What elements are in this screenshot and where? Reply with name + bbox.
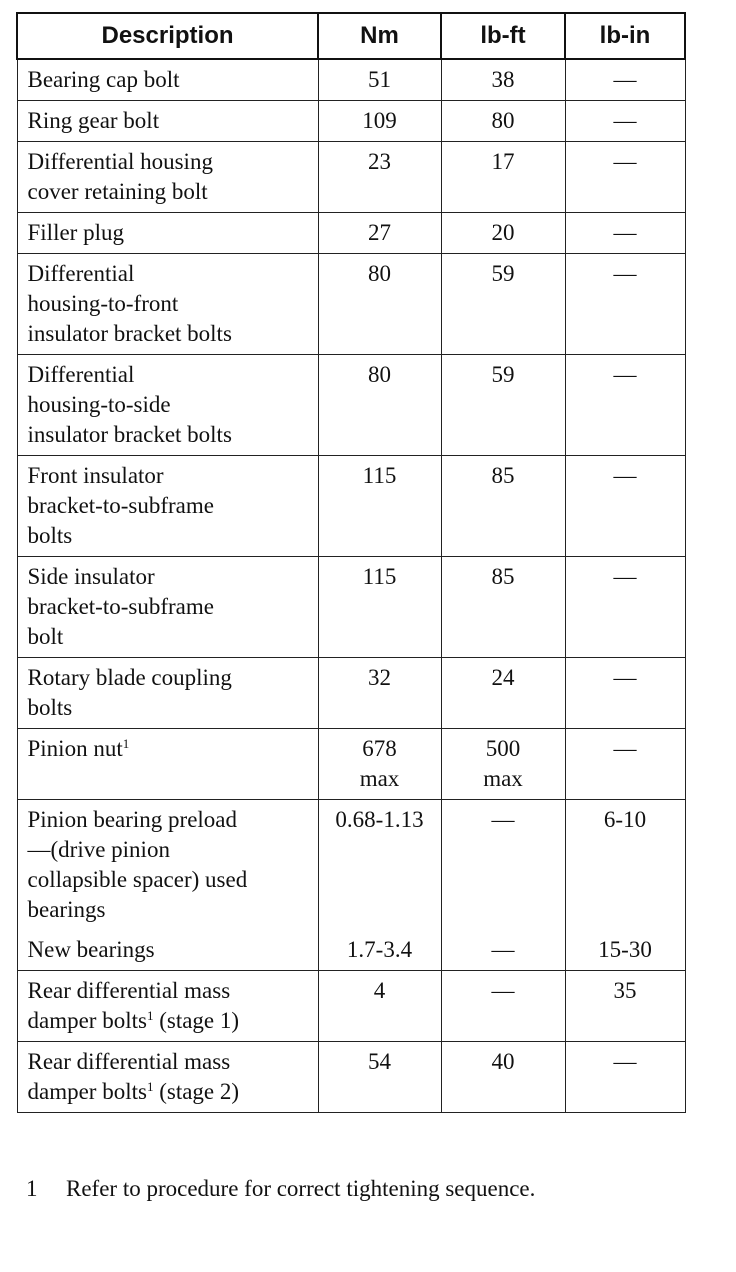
cell-nm: 4 — [318, 971, 441, 1042]
footnote-reference: 1 — [146, 1079, 154, 1094]
cell-nm: 0.68-1.13 — [318, 800, 441, 931]
table-row — [17, 142, 685, 213]
cell-nm: 1.7-3.4 — [318, 930, 441, 971]
cell-lb-in: 35 — [565, 971, 685, 1042]
cell-lb-ft: 85 — [441, 456, 565, 557]
description-text: Rear differential mass damper bolts — [27, 978, 231, 1033]
cell-lb-ft: — — [441, 800, 565, 931]
cell-lb-ft: — — [441, 930, 565, 971]
table-row — [17, 658, 685, 729]
table-row — [17, 729, 685, 800]
cell-lb-in: 6-10 — [565, 800, 685, 931]
cell-description: Front insulator bracket-to-subframe bolts — [17, 456, 318, 557]
cell-description: Rotary blade coupling bolts — [17, 658, 318, 729]
cell-nm: 54 — [318, 1042, 441, 1113]
cell-lb-in: — — [565, 213, 685, 254]
description-stage: (stage 2) — [153, 1079, 240, 1104]
cell-description: Side insulator bracket-to-subframe bolt — [17, 557, 318, 658]
cell-description: Differential housing-to-front insulator bracket bolts — [17, 254, 318, 355]
cell-lb-in: — — [565, 557, 685, 658]
cell-description: New bearings — [17, 930, 318, 971]
cell-description: Differential housing cover retaining bolt — [17, 142, 318, 213]
cell-nm: 32 — [318, 658, 441, 729]
cell-description — [17, 729, 318, 800]
cell-nm: 23 — [318, 142, 441, 213]
header-lb-ft: lb-ft — [441, 13, 565, 59]
cell-description — [17, 1042, 318, 1113]
cell-description: Bearing cap bolt — [17, 59, 318, 101]
description-text: Rear differential mass damper bolts — [27, 1049, 231, 1104]
cell-description: Filler plug — [17, 213, 318, 254]
header-description: Description — [17, 13, 318, 59]
cell-lb-in: — — [565, 658, 685, 729]
cell-nm: 115 — [318, 557, 441, 658]
table-row — [17, 101, 685, 142]
cell-lb-ft: 38 — [441, 59, 565, 101]
cell-nm: 80 — [318, 254, 441, 355]
cell-lb-ft: 80 — [441, 101, 565, 142]
cell-lb-ft: 59 — [441, 355, 565, 456]
table-row — [17, 971, 685, 1042]
cell-lb-in: 15-30 — [565, 930, 685, 971]
header-nm: Nm — [318, 13, 441, 59]
cell-description — [17, 971, 318, 1042]
cell-nm: 80 — [318, 355, 441, 456]
footnote-reference: 1 — [146, 1008, 154, 1023]
cell-lb-in: — — [565, 456, 685, 557]
cell-lb-in: — — [565, 1042, 685, 1113]
cell-nm: 109 — [318, 101, 441, 142]
cell-lb-ft: 59 — [441, 254, 565, 355]
cell-lb-ft: 85 — [441, 557, 565, 658]
cell-description: Ring gear bolt — [17, 101, 318, 142]
cell-nm: 51 — [318, 59, 441, 101]
header-row — [17, 13, 685, 59]
cell-nm: 678 max — [318, 729, 441, 800]
footnote-reference: 1 — [122, 736, 130, 751]
cell-lb-ft: 24 — [441, 658, 565, 729]
footnote-text: Refer to procedure for correct tightening sequence. — [66, 1176, 536, 1201]
table-row — [17, 930, 685, 971]
cell-lb-in: — — [565, 101, 685, 142]
cell-description: Pinion bearing preload —(drive pinion collapsible spacer) used bearings — [17, 800, 318, 931]
table-row — [17, 800, 685, 931]
table-row — [17, 557, 685, 658]
cell-lb-in: — — [565, 59, 685, 101]
cell-description: Differential housing-to-side insulator bracket bolts — [17, 355, 318, 456]
cell-lb-in: — — [565, 355, 685, 456]
description-text: Pinion nut — [27, 736, 123, 761]
table-row — [17, 254, 685, 355]
table-row — [17, 213, 685, 254]
cell-nm: 27 — [318, 213, 441, 254]
cell-lb-in: — — [565, 254, 685, 355]
header-lb-in: lb-in — [565, 13, 685, 59]
cell-lb-ft: 40 — [441, 1042, 565, 1113]
table-row — [17, 59, 685, 101]
torque-spec-table — [16, 12, 686, 1113]
footnote-mark: 1 — [26, 1176, 38, 1201]
table-row — [17, 355, 685, 456]
cell-lb-in: — — [565, 729, 685, 800]
cell-lb-ft: 500 max — [441, 729, 565, 800]
cell-lb-ft: 17 — [441, 142, 565, 213]
cell-nm: 115 — [318, 456, 441, 557]
cell-lb-in: — — [565, 142, 685, 213]
table-row — [17, 1042, 685, 1113]
cell-lb-ft: 20 — [441, 213, 565, 254]
table-row — [17, 456, 685, 557]
cell-lb-ft: — — [441, 971, 565, 1042]
footnote — [26, 1176, 535, 1202]
description-stage: (stage 1) — [153, 1008, 240, 1033]
